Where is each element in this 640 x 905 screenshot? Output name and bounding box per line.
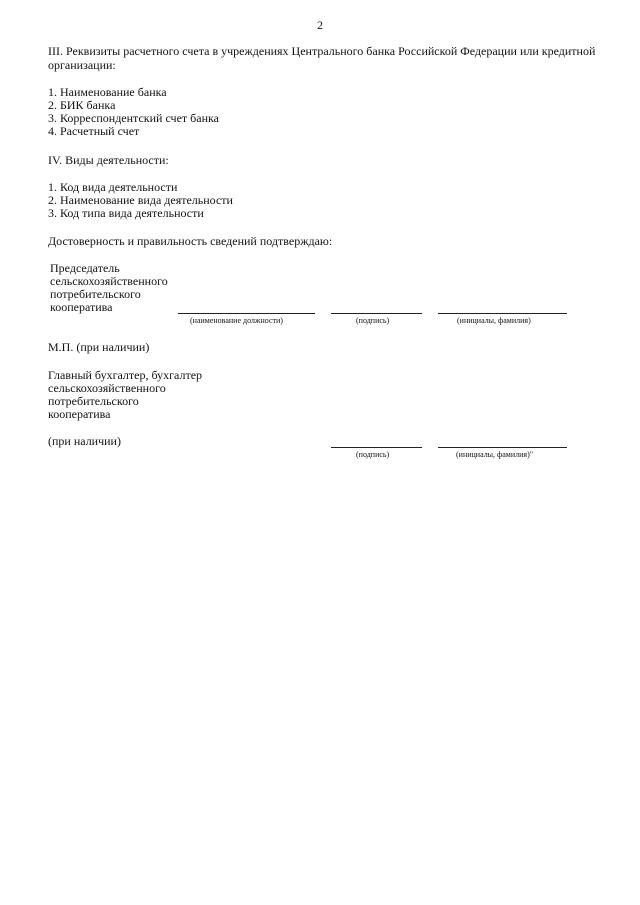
accountant-name-line: [438, 447, 567, 448]
accountant-condition: (при наличии): [48, 434, 121, 448]
accountant-line-4: кооператива: [48, 407, 111, 421]
chairman-line-4: кооператива: [50, 300, 113, 314]
section4-heading: IV. Виды деятельности:: [48, 153, 169, 167]
section4-item-activity-type-code: 3. Код типа вида деятельности: [48, 206, 204, 220]
chairman-line-2: сельскохозяйственного: [50, 274, 168, 288]
accountant-signature-caption: (подпись): [356, 450, 390, 459]
section3-heading-line1: III. Реквизиты расчетного счета в учреждениях Центрального банка Российской Федерации или кредитной: [48, 44, 596, 58]
section4-item-activity-name: 2. Наименование вида деятельности: [48, 193, 233, 207]
chairman-name-line: [438, 313, 567, 314]
chairman-signature-line: [331, 313, 422, 314]
accountant-line-2: сельскохозяйственного: [48, 381, 166, 395]
confirmation-text: Достоверность и правильность сведений подтверждаю:: [48, 234, 333, 248]
section3-item-bank-name: 1. Наименование банка: [48, 85, 167, 99]
accountant-name-caption: (инициалы, фамилия)": [456, 450, 534, 459]
chairman-signature-caption: (подпись): [356, 316, 390, 325]
chairman-position-caption: (наименование должности): [190, 316, 283, 325]
accountant-line-1: Главный бухгалтер, бухгалтер: [48, 368, 203, 382]
section3-item-bik: 2. БИК банка: [48, 98, 116, 112]
accountant-line-3: потребительского: [48, 394, 139, 408]
section3-item-settlement-account: 4. Расчетный счет: [48, 124, 140, 138]
accountant-signature-line: [331, 447, 422, 448]
chairman-position-line: [178, 313, 315, 314]
section4-item-activity-code: 1. Код вида деятельности: [48, 180, 178, 194]
chairman-name-caption: (инициалы, фамилия): [457, 316, 531, 325]
chairman-line-3: потребительского: [50, 287, 141, 301]
stamp-note: М.П. (при наличии): [48, 340, 150, 354]
chairman-line-1: Председатель: [50, 261, 120, 275]
section3-heading-line2: организации:: [48, 58, 116, 72]
section3-item-corr-account: 3. Корреспондентский счет банка: [48, 111, 219, 125]
page-number: 2: [317, 18, 323, 32]
